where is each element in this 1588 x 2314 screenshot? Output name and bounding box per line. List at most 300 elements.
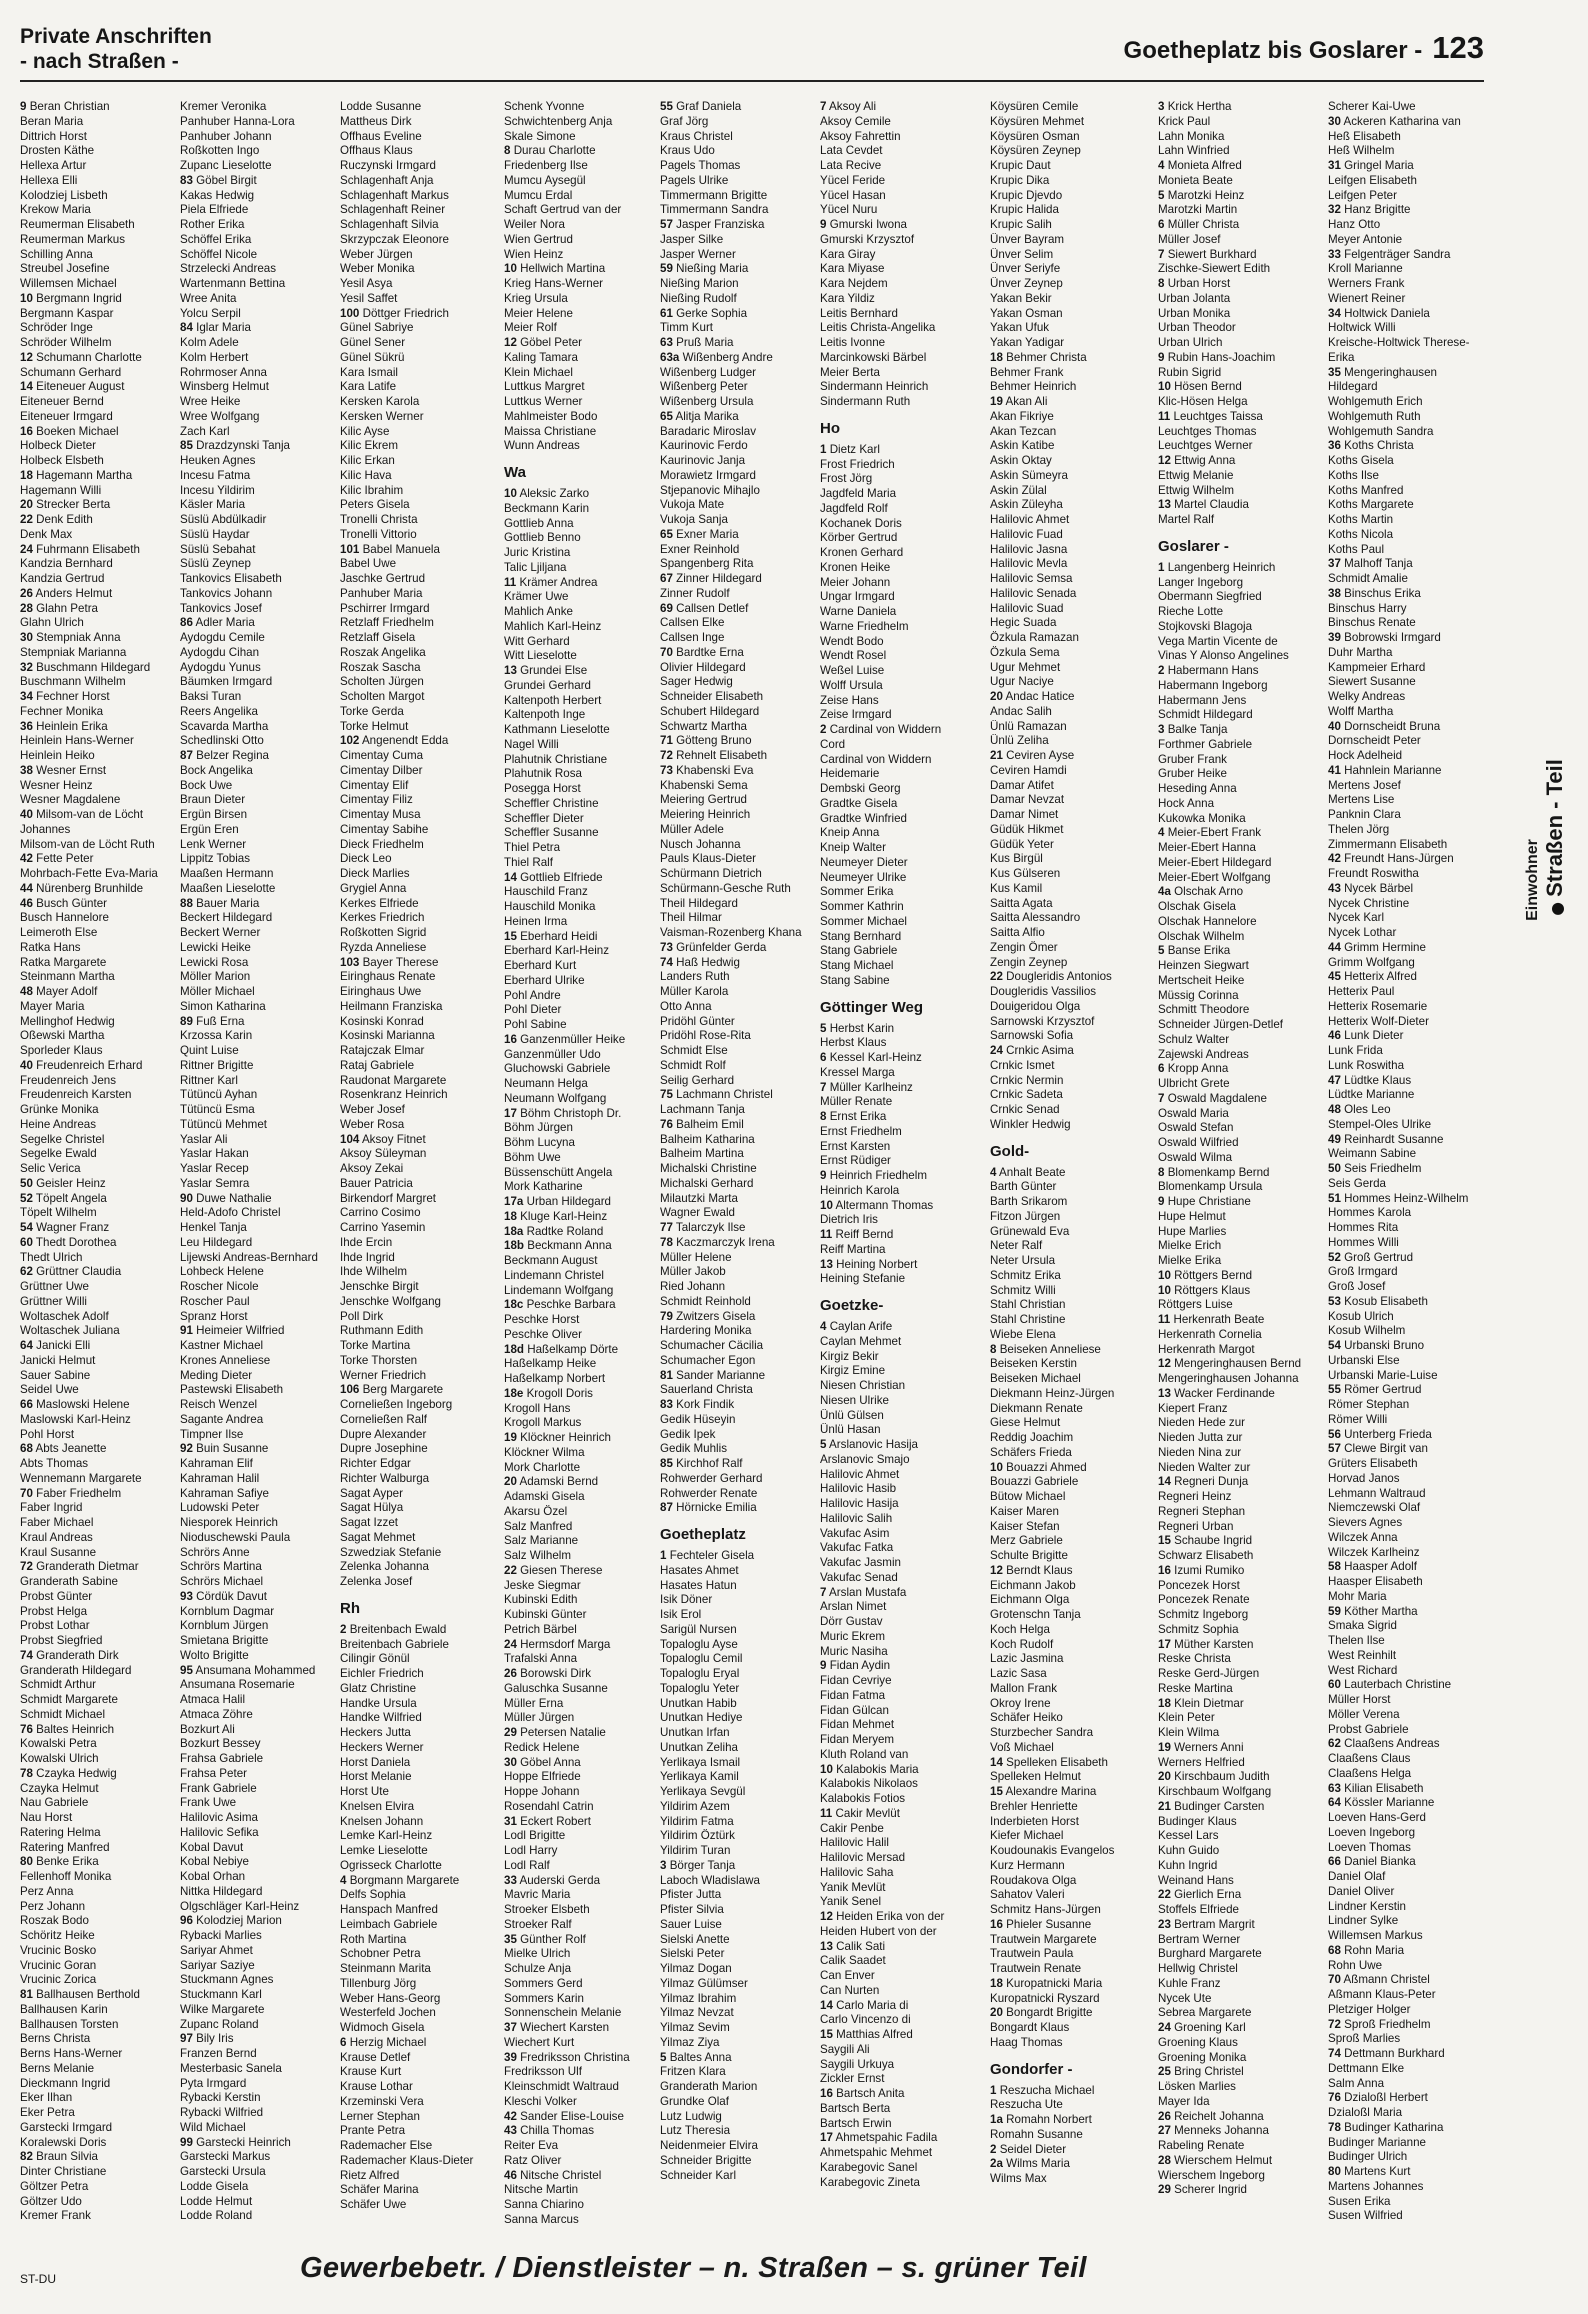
resident-name: Mielke Ulrich (504, 1947, 571, 1961)
resident-name: Müller Erna (504, 1696, 564, 1710)
resident-name: Mahlmeister Bodo (504, 409, 598, 423)
resident-entry (1328, 1988, 1484, 2003)
resident-entry (990, 1977, 1156, 1992)
house-number: 10 (820, 1762, 833, 1776)
resident-entry (504, 1711, 658, 1726)
resident-name: Schmitz Sophia (1158, 1622, 1239, 1636)
house-number: 46 (504, 2168, 517, 2182)
bullet-dot-icon (1552, 903, 1564, 915)
resident-entry (990, 985, 1156, 1000)
resident-name: Koudounakis Evangelos (990, 1844, 1115, 1857)
resident-entry (660, 528, 818, 543)
resident-name: Ihde Ingrid (340, 1250, 395, 1264)
resident-name: Kahraman Halil (180, 1471, 260, 1485)
resident-entry (1158, 2139, 1326, 2154)
resident-entry (340, 144, 502, 159)
resident-entry (340, 616, 502, 631)
resident-name: Mork Katharine (504, 1180, 583, 1194)
resident-name: Sielski Peter (660, 1947, 725, 1961)
resident-name: Kolodziej Marion (196, 1914, 282, 1928)
resident-name: Kuropatnicki Maria (1006, 1976, 1103, 1990)
resident-entry (660, 2080, 818, 2095)
resident-entry (340, 2095, 502, 2110)
resident-name: Göltzer Udo (20, 2194, 82, 2208)
resident-name: Hasates Hatun (660, 1578, 737, 1592)
resident-name: Marotzki Martin (1158, 203, 1238, 217)
resident-entry (340, 1756, 502, 1771)
resident-entry (660, 1088, 818, 1103)
resident-entry (990, 336, 1156, 351)
resident-name: Kluge Karl-Heinz (520, 1209, 608, 1223)
resident-entry (660, 956, 818, 971)
resident-name: Hanz Otto (1328, 218, 1381, 231)
resident-name: Kobal Davut (180, 1840, 244, 1854)
resident-entry (20, 469, 178, 484)
resident-name: Olschak Gisela (1158, 900, 1236, 913)
resident-entry (340, 1029, 502, 1044)
resident-entry (660, 1265, 818, 1280)
resident-entry (20, 2077, 178, 2092)
resident-entry (820, 336, 988, 351)
resident-name: Schürmann Dietrich (660, 867, 762, 880)
resident-entry (504, 218, 658, 233)
resident-entry (180, 1885, 338, 1900)
resident-entry (180, 395, 338, 410)
resident-entry (340, 1874, 502, 1889)
resident-name: Mielke Erich (1158, 1239, 1222, 1253)
resident-entry (20, 2180, 178, 2195)
resident-name: Ugur Naciye (990, 675, 1054, 689)
resident-name: Carrino Cosimo (340, 1206, 421, 1220)
house-number: 30 (1328, 114, 1341, 128)
resident-entry (1328, 1029, 1484, 1044)
resident-entry (1158, 1711, 1326, 1726)
resident-name: Oswald Maria (1158, 1106, 1229, 1120)
resident-name: Kaltenpoth Inge (504, 708, 586, 722)
resident-name: Köysüren Osman (990, 129, 1080, 143)
resident-entry (820, 531, 988, 546)
resident-name: Wesner Magdalene (20, 793, 121, 807)
resident-name: Bongardt Klaus (990, 2021, 1070, 2034)
resident-name: Körber Gertrud (820, 531, 898, 545)
resident-entry (180, 1428, 338, 1443)
resident-name: Probst Günter (20, 1589, 93, 1603)
resident-entry (820, 1364, 988, 1379)
resident-name: Groß Gertrud (1344, 1250, 1414, 1264)
resident-entry (1158, 2110, 1326, 2125)
resident-entry (504, 130, 658, 145)
resident-entry (1158, 1549, 1326, 1564)
resident-name: Morawietz Irmgard (660, 468, 756, 482)
resident-entry (180, 867, 338, 882)
resident-name: Schürmann-Gesche Ruth (660, 881, 791, 895)
resident-name: Werners Helfried (1158, 1755, 1245, 1769)
resident-entry (180, 2032, 338, 2047)
resident-entry (990, 926, 1156, 941)
resident-entry (180, 1324, 338, 1339)
resident-entry (660, 1133, 818, 1148)
resident-entry (504, 1534, 658, 1549)
resident-name: Koths Christa (1344, 439, 1414, 453)
resident-name: Reichelt Johanna (1174, 2109, 1264, 2123)
resident-name: Topaloglu Ayse (660, 1637, 738, 1651)
resident-name: Urbanski Marie-Luise (1328, 1368, 1438, 1382)
resident-name: Langenberg Heinrich (1167, 560, 1276, 574)
resident-entry (504, 1815, 658, 1830)
resident-name: Groß Irmgard (1328, 1265, 1398, 1279)
resident-name: Kraul Andreas (20, 1530, 93, 1544)
resident-name: Kuhle Franz (1158, 1976, 1221, 1990)
resident-entry (1328, 2209, 1484, 2224)
resident-name: Siewert Susanne (1328, 675, 1416, 689)
resident-name: Kleinschmidt Waltraud (504, 2080, 619, 2093)
resident-entry (180, 484, 338, 499)
resident-name: Barth Srikarom (990, 1195, 1068, 1208)
resident-name: Kandzia Bernhard (20, 557, 113, 571)
resident-entry (504, 2183, 658, 2198)
house-number: 16 (990, 1917, 1003, 1931)
resident-entry (1158, 410, 1326, 425)
resident-name: Pohl Andre (504, 988, 561, 1002)
resident-name: Aksoy Fitnet (361, 1132, 426, 1146)
resident-name: Gmurski Krzysztof (820, 232, 915, 246)
resident-entry (820, 351, 988, 366)
resident-entry (820, 738, 988, 753)
resident-name: Tillenburg Jörg (340, 1976, 417, 1990)
resident-entry (990, 2143, 1156, 2158)
house-number: 4 (1158, 159, 1165, 172)
resident-entry (20, 2106, 178, 2121)
resident-name: Koch Helga (990, 1622, 1050, 1636)
resident-name: Behmer Christa (1006, 350, 1087, 364)
resident-name: Göbel Birgit (196, 173, 257, 187)
resident-entry (1328, 1383, 1484, 1398)
resident-name: Neumann Wolfgang (504, 1091, 607, 1105)
resident-name: Bayer Therese (362, 955, 439, 969)
resident-name: Milsom-van de Löcht Ruth (20, 837, 155, 851)
resident-name: Kolm Adele (180, 336, 239, 349)
resident-name: Yerlikaya Kamil (660, 1770, 739, 1784)
resident-entry (990, 808, 1156, 823)
resident-name: Heinlein Erika (36, 719, 108, 733)
resident-entry (20, 395, 178, 410)
resident-name: Sauer Luise (660, 1917, 722, 1931)
resident-name: Kessel Karl-Heinz (829, 1051, 922, 1064)
resident-entry (340, 749, 502, 764)
resident-name: Rietz Alfred (340, 2168, 400, 2182)
resident-name: Reszucha Michael (999, 2083, 1095, 2097)
resident-name: Ratering Manfred (20, 1840, 110, 1854)
resident-name: Rittner Brigitte (180, 1058, 254, 1072)
resident-name: Petrich Bärbel (504, 1622, 577, 1636)
resident-name: Schlagenhaft Reiner (340, 203, 446, 217)
resident-name: Kirschbaum Wolfgang (1158, 1785, 1272, 1798)
resident-name: Kerkes Elfriede (340, 896, 419, 910)
resident-entry (20, 1324, 178, 1339)
resident-name: Torke Thorsten (340, 1353, 418, 1367)
resident-name: Kosinski Marianna (340, 1029, 435, 1043)
resident-entry (180, 572, 338, 587)
resident-name: Klic-Hösen Helga (1158, 395, 1248, 408)
resident-name: Kilic Hava (340, 468, 392, 482)
resident-name: Bozkurt Ali (180, 1722, 235, 1736)
resident-entry (990, 1313, 1156, 1328)
resident-name: Oswald Stefan (1158, 1121, 1234, 1135)
resident-entry (340, 661, 502, 676)
resident-name: Maslowski Karl-Heinz (20, 1412, 131, 1426)
resident-entry (990, 233, 1156, 248)
resident-name: Wohlgemuth Sandra (1328, 424, 1434, 438)
house-number: 56 (1328, 1427, 1341, 1441)
resident-name: Tronelli Vittorio (340, 527, 417, 541)
house-number: 24 (1158, 2021, 1171, 2034)
resident-entry (504, 753, 658, 768)
resident-name: Stang Gabriele (820, 944, 898, 958)
resident-entry (660, 1903, 818, 1918)
resident-entry (1158, 1918, 1326, 1933)
resident-entry (820, 1409, 988, 1424)
house-number: 14 (1158, 1475, 1171, 1489)
resident-entry (504, 1033, 658, 1048)
resident-name: Tütüncü Ayhan (180, 1088, 258, 1102)
resident-entry (180, 1280, 338, 1295)
resident-entry (820, 1954, 988, 1969)
resident-name: Bozkurt Bessey (180, 1737, 261, 1751)
resident-name: Halilovic Ahmet (820, 1467, 900, 1481)
resident-entry (504, 1800, 658, 1815)
resident-entry (820, 1258, 988, 1273)
resident-entry (1328, 1413, 1484, 1428)
resident-name: Römer Gertrud (1344, 1383, 1422, 1397)
resident-entry (180, 1192, 338, 1207)
resident-entry (340, 1785, 502, 1800)
resident-name: Daniel Oliver (1328, 1884, 1395, 1898)
resident-entry (340, 1638, 502, 1653)
resident-name: Lutz Ludwig (660, 2109, 722, 2123)
house-number: 17a (504, 1195, 524, 1208)
resident-entry (20, 1487, 178, 1502)
house-number: 67 (660, 572, 673, 585)
resident-entry (340, 484, 502, 499)
header-right (1124, 30, 1484, 66)
resident-name: Koch Rudolf (990, 1637, 1054, 1651)
resident-name: Kroll Marianne (1328, 262, 1403, 276)
resident-name: Lodde Gisela (180, 2179, 249, 2193)
resident-name: Schöffel Nicole (180, 247, 258, 261)
resident-entry (20, 1693, 178, 1708)
resident-entry (180, 1560, 338, 1575)
resident-name: Gedik Ipek (660, 1427, 716, 1441)
resident-entry (180, 1723, 338, 1738)
resident-entry (180, 218, 338, 233)
resident-name: Daniel Olaf (1328, 1870, 1386, 1883)
resident-name: Susen Erika (1328, 2194, 1391, 2208)
resident-entry (1158, 2021, 1326, 2036)
resident-name: Monieta Beate (1158, 173, 1233, 187)
resident-entry (660, 1074, 818, 1089)
resident-entry (340, 2124, 502, 2139)
resident-entry (504, 1254, 658, 1269)
resident-name: Töpelt Wilhelm (20, 1206, 97, 1220)
resident-name: Sariyar Ahmet (180, 1943, 253, 1957)
resident-name: Daniel Bianka (1344, 1855, 1416, 1869)
resident-name: Wienert Reiner (1328, 291, 1406, 305)
resident-name: Schmidt Michael (20, 1707, 106, 1721)
resident-name: Kuhn Guido (1158, 1844, 1220, 1857)
resident-name: Gerke Sophia (676, 306, 748, 320)
resident-entry (660, 1162, 818, 1177)
resident-entry (180, 1649, 338, 1664)
resident-name: Carlo Maria di (836, 1998, 909, 2012)
resident-entry (660, 1608, 818, 1623)
resident-name: Muric Nasiha (820, 1644, 888, 1658)
resident-entry (20, 1959, 178, 1974)
resident-name: Zickler Ernst (820, 2072, 885, 2086)
resident-entry (660, 2154, 818, 2169)
house-number: 11 (1158, 1313, 1171, 1326)
house-number: 2 (1158, 664, 1165, 677)
resident-entry (820, 1320, 988, 1335)
resident-entry (504, 233, 658, 248)
resident-entry (20, 1796, 178, 1811)
resident-name: Sommers Karin (504, 1991, 584, 2005)
resident-name: Ünlü Zeliha (990, 734, 1049, 748)
resident-entry (660, 823, 818, 838)
resident-name: Dörr Gustav (820, 1615, 883, 1628)
resident-entry (990, 1667, 1156, 1682)
resident-name: Müller Renate (820, 1095, 893, 1109)
resident-name: Heilmann Franziska (340, 999, 443, 1013)
resident-entry (20, 897, 178, 912)
resident-name: Torke Martina (340, 1339, 411, 1352)
resident-entry (990, 2157, 1156, 2172)
resident-entry (660, 734, 818, 749)
resident-entry (504, 679, 658, 694)
resident-name: Yilmaz Ziya (660, 2035, 720, 2049)
resident-name: Gmurski Iwona (829, 218, 907, 231)
resident-entry (1328, 1959, 1484, 1974)
resident-entry (990, 1918, 1156, 1933)
resident-name: Pfister Silvia (660, 1903, 724, 1916)
resident-entry (660, 307, 818, 322)
resident-name: Leifgen Peter (1328, 188, 1397, 202)
resident-name: Kirchhof Ralf (676, 1457, 743, 1470)
resident-name: Radtke Roland (526, 1224, 604, 1238)
resident-name: Aksoy Cemile (820, 114, 891, 128)
house-number: 69 (660, 601, 673, 615)
resident-name: Askin Sümeyra (990, 468, 1068, 482)
resident-entry (660, 1029, 818, 1044)
resident-name: Timmermann Sandra (660, 203, 769, 217)
resident-entry (1158, 649, 1326, 664)
header-left (20, 24, 212, 74)
resident-entry (340, 720, 502, 735)
resident-name: Reske Martina (1158, 1681, 1233, 1695)
resident-name: Loeven Hans-Gerd (1328, 1811, 1426, 1824)
resident-entry (660, 2051, 818, 2066)
resident-name: Köysüren Zeynep (990, 144, 1081, 158)
resident-name: Zach Karl (180, 424, 230, 438)
resident-name: Trautwein Renate (990, 1962, 1082, 1975)
resident-name: Fuß Erna (196, 1014, 245, 1028)
resident-entry (180, 1059, 338, 1074)
resident-name: Krzeminski Vera (340, 2094, 424, 2108)
house-number: 101 (340, 542, 360, 556)
directory-columns (20, 100, 1484, 2230)
house-number: 62 (20, 1265, 33, 1279)
resident-name: Lodl Ralf (504, 1858, 550, 1872)
resident-name: Mengeringhausen (1344, 365, 1437, 379)
house-number: 93 (180, 1589, 193, 1603)
house-number: 65 (660, 527, 673, 541)
resident-entry (1158, 262, 1326, 277)
resident-entry (180, 100, 338, 115)
resident-name: Ettwig Anna (1174, 454, 1236, 467)
street-heading: Goetheplatz (660, 1526, 746, 1543)
resident-name: Garstecki Markus (180, 2150, 271, 2164)
resident-entry (340, 867, 502, 882)
resident-entry (990, 661, 1156, 676)
resident-entry (660, 779, 818, 794)
house-number: 20 (990, 690, 1003, 703)
resident-name: Ergün Eren (180, 822, 239, 836)
resident-name: Abts Jeanette (35, 1442, 107, 1456)
resident-entry (1158, 1033, 1326, 1048)
resident-name: Rohrmoser Anna (180, 365, 267, 379)
resident-entry (1328, 351, 1484, 366)
resident-entry (504, 1372, 658, 1387)
resident-name: Simon Katharina (180, 999, 266, 1013)
resident-entry (1328, 852, 1484, 867)
resident-name: Delfs Sophia (340, 1888, 406, 1902)
resident-entry (20, 1280, 178, 1295)
resident-entry (180, 1339, 338, 1354)
resident-name: Frank Gabriele (180, 1781, 257, 1795)
resident-entry (990, 380, 1156, 395)
resident-entry (180, 616, 338, 631)
resident-name: Stroeker Ralf (504, 1917, 572, 1931)
resident-name: Kobal Orhan (180, 1870, 246, 1883)
resident-name: Fidan Meryem (820, 1733, 895, 1746)
resident-entry (820, 620, 988, 635)
resident-name: Yücel Feride (820, 173, 886, 187)
resident-name: Gradtke Gisela (820, 796, 898, 810)
resident-entry (660, 705, 818, 720)
resident-entry (660, 2036, 818, 2051)
resident-entry (1328, 115, 1484, 130)
house-number: 24 (20, 542, 33, 556)
resident-name: Ryzda Anneliese (340, 940, 427, 954)
resident-name: Wacker Ferdinande (1174, 1386, 1275, 1400)
resident-name: Phieler Susanne (1006, 1917, 1092, 1931)
resident-name: Schmitz Ingeborg (1158, 1608, 1249, 1621)
resident-name: Ludowski Peter (180, 1501, 260, 1515)
resident-entry (180, 1236, 338, 1251)
resident-name: Probst Helga (20, 1604, 88, 1618)
resident-name: Ergün Birsen (180, 808, 248, 821)
resident-name: Timpner Ilse (180, 1427, 244, 1441)
resident-entry (1328, 1015, 1484, 1030)
resident-entry (504, 248, 658, 263)
house-number: 16 (20, 424, 33, 438)
resident-name: Dieckmann Ingrid (20, 2076, 111, 2090)
resident-name: Redick Helene (504, 1740, 580, 1754)
resident-name: Hetterix Rosemarie (1328, 999, 1428, 1013)
resident-entry (180, 1914, 338, 1929)
resident-name: Sarnowski Sofia (990, 1029, 1074, 1043)
resident-name: Stang Michael (820, 959, 894, 972)
resident-entry (180, 1531, 338, 1546)
